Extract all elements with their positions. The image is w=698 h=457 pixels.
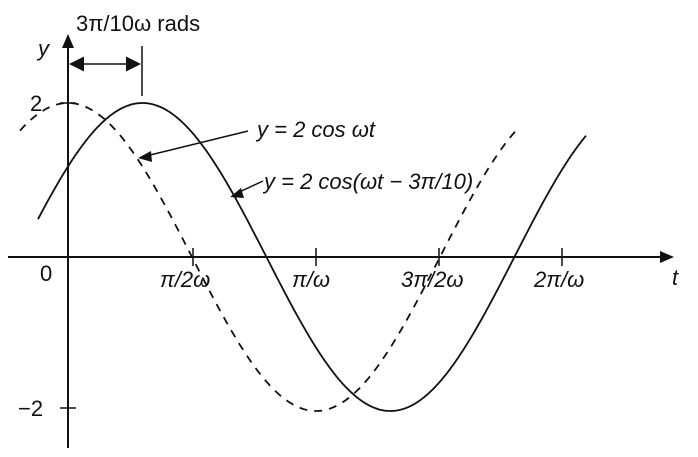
leader-cos-arrow-icon <box>138 151 152 162</box>
y-axis-arrow-icon <box>62 34 74 48</box>
y-axis-label: y <box>38 36 49 61</box>
x-axis-arrow-icon <box>660 251 674 263</box>
x-tick-label-pi-over-2w: π/2ω <box>160 267 211 292</box>
origin-label: 0 <box>40 261 53 286</box>
x-tick-label-2pi-over-w: 2π/ω <box>534 267 585 292</box>
annotation-label: 3π/10ω rads <box>76 11 201 36</box>
curve-label-shifted: y = 2 cos(ωt − 3π/10) <box>264 169 474 194</box>
t-axis-label: t <box>672 265 679 290</box>
y-tick-label-neg2: −2 <box>18 396 44 421</box>
x-tick-label-pi-over-w: π/ω <box>292 267 330 292</box>
y-tick-label-2: 2 <box>30 91 43 116</box>
curve-label-cos: y = 2 cos ωt <box>257 117 376 142</box>
x-tick-label-3pi-over-2w: 3π/2ω <box>401 267 464 292</box>
